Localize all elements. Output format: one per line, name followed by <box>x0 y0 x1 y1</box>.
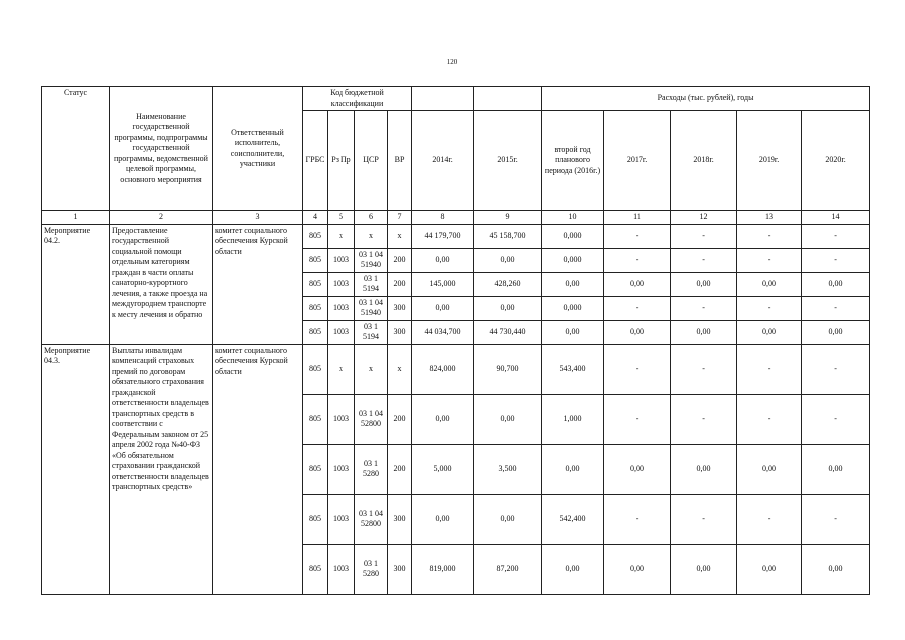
table-row <box>42 224 870 248</box>
grbs-cell: 805 <box>303 272 328 296</box>
value-2018-cell: 0,00 <box>671 544 737 594</box>
value-2014-cell: 0,00 <box>412 394 474 444</box>
header-2020: 2020г. <box>802 111 870 211</box>
header-responsible: Ответственный исполнитель, соисполнители, участники <box>213 87 303 211</box>
csr-cell: 03 1 04 52800 <box>355 394 388 444</box>
value-2015-cell: 87,200 <box>474 544 542 594</box>
vr-cell: x <box>388 224 412 248</box>
header-2017: 2017г. <box>604 111 671 211</box>
value-2016-cell: 0,000 <box>542 296 604 320</box>
col-number: 4 <box>303 211 328 225</box>
vr-cell: 200 <box>388 394 412 444</box>
value-2020-cell: 0,00 <box>802 544 870 594</box>
value-2020-cell: - <box>802 344 870 394</box>
value-2015-cell: 428,260 <box>474 272 542 296</box>
col-number: 2 <box>110 211 213 225</box>
vr-cell: x <box>388 344 412 394</box>
csr-cell: 03 1 04 52800 <box>355 494 388 544</box>
header-name: Наименование государственной программы, подпрограммы государственной программы, ведомственной целевой программы, основного мероприятия <box>110 87 213 211</box>
vr-cell: 300 <box>388 320 412 344</box>
responsible-cell: комитет социального обеспечения Курской области <box>213 224 303 344</box>
csr-cell: 03 1 04 51940 <box>355 296 388 320</box>
responsible-cell: комитет социального обеспечения Курской области <box>213 344 303 594</box>
grbs-cell: 805 <box>303 544 328 594</box>
value-2018-cell: - <box>671 394 737 444</box>
value-2019-cell: 0,00 <box>737 444 802 494</box>
value-2017-cell: - <box>604 344 671 394</box>
value-2014-cell: 145,000 <box>412 272 474 296</box>
name-cell: Предоставление государственной социальной помощи отдельным категориям граждан в части оплаты санаторно-курортного лечения, а также проезда на междугороднем транспорте к месту лечения и обратно <box>110 224 213 344</box>
rzpr-cell: 1003 <box>328 394 355 444</box>
vr-cell: 200 <box>388 444 412 494</box>
header-expenses: Расходы (тыс. рублей), годы <box>542 87 870 111</box>
col-number: 7 <box>388 211 412 225</box>
value-2016-cell: 0,000 <box>542 224 604 248</box>
value-2014-cell: 824,000 <box>412 344 474 394</box>
value-2014-cell: 0,00 <box>412 296 474 320</box>
grbs-cell: 805 <box>303 320 328 344</box>
value-2014-cell: 5,000 <box>412 444 474 494</box>
value-2020-cell: - <box>802 494 870 544</box>
value-2020-cell: - <box>802 248 870 272</box>
value-2014-cell: 0,00 <box>412 248 474 272</box>
name-cell: Выплаты инвалидам компенсаций страховых премий по договорам обязательного страхования гражданской ответственности владельцев транспортных средств в соответствии с Федеральным законом от 25 апреля 2002 года №40-ФЗ «Об обязательном страховании гражданской ответственности владельцев транспортных средств» <box>110 344 213 594</box>
value-2016-cell: 0,000 <box>542 248 604 272</box>
value-2019-cell: 0,00 <box>737 320 802 344</box>
col-number: 14 <box>802 211 870 225</box>
column-number-row <box>42 211 870 225</box>
value-2020-cell: 0,00 <box>802 320 870 344</box>
value-2019-cell: - <box>737 296 802 320</box>
grbs-cell: 805 <box>303 224 328 248</box>
header-rzpr: Рз Пр <box>328 111 355 211</box>
value-2017-cell: - <box>604 224 671 248</box>
vr-cell: 300 <box>388 296 412 320</box>
col-number: 11 <box>604 211 671 225</box>
value-2015-cell: 90,700 <box>474 344 542 394</box>
header-vr: ВР <box>388 111 412 211</box>
value-2016-cell: 0,00 <box>542 444 604 494</box>
table-row <box>42 344 870 394</box>
header-2016: второй год планового периода (2016г.) <box>542 111 604 211</box>
rzpr-cell: 1003 <box>328 444 355 494</box>
csr-cell: x <box>355 224 388 248</box>
value-2015-cell: 0,00 <box>474 296 542 320</box>
rzpr-cell: 1003 <box>328 272 355 296</box>
grbs-cell: 805 <box>303 444 328 494</box>
rzpr-cell: 1003 <box>328 320 355 344</box>
value-2018-cell: - <box>671 248 737 272</box>
value-2019-cell: 0,00 <box>737 544 802 594</box>
value-2018-cell: 0,00 <box>671 444 737 494</box>
value-2017-cell: - <box>604 394 671 444</box>
col-number: 10 <box>542 211 604 225</box>
value-2016-cell: 0,00 <box>542 272 604 296</box>
csr-cell: 03 1 04 51940 <box>355 248 388 272</box>
value-2015-cell: 0,00 <box>474 394 542 444</box>
csr-cell: 03 1 5194 <box>355 320 388 344</box>
value-2015-cell: 0,00 <box>474 494 542 544</box>
value-2020-cell: - <box>802 224 870 248</box>
value-2020-cell: 0,00 <box>802 272 870 296</box>
col-number: 3 <box>213 211 303 225</box>
budget-table <box>41 86 870 595</box>
grbs-cell: 805 <box>303 494 328 544</box>
page-number: 120 <box>446 58 458 66</box>
grbs-cell: 805 <box>303 296 328 320</box>
value-2015-cell: 44 730,440 <box>474 320 542 344</box>
header-2015: 2015г. <box>474 111 542 211</box>
status-cell: Мероприятие 04.2. <box>42 224 110 344</box>
value-2018-cell: - <box>671 224 737 248</box>
rzpr-cell: 1003 <box>328 248 355 272</box>
value-2019-cell: - <box>737 494 802 544</box>
grbs-cell: 805 <box>303 394 328 444</box>
value-2017-cell: 0,00 <box>604 544 671 594</box>
vr-cell: 200 <box>388 272 412 296</box>
value-2016-cell: 0,00 <box>542 544 604 594</box>
value-2016-cell: 543,400 <box>542 344 604 394</box>
header-2018: 2018г. <box>671 111 737 211</box>
value-2019-cell: - <box>737 248 802 272</box>
value-2014-cell: 0,00 <box>412 494 474 544</box>
csr-cell: 03 1 5194 <box>355 272 388 296</box>
value-2018-cell: - <box>671 296 737 320</box>
value-2020-cell: - <box>802 394 870 444</box>
status-cell: Мероприятие 04.3. <box>42 344 110 594</box>
value-2016-cell: 1,000 <box>542 394 604 444</box>
header-blank-1 <box>412 87 474 111</box>
grbs-cell: 805 <box>303 248 328 272</box>
value-2018-cell: 0,00 <box>671 272 737 296</box>
header-status: Статус <box>42 87 110 211</box>
value-2019-cell: - <box>737 394 802 444</box>
value-2018-cell: - <box>671 344 737 394</box>
header-budget-code: Код бюджетной классификации <box>303 87 412 111</box>
header-2014: 2014г. <box>412 111 474 211</box>
value-2018-cell: - <box>671 494 737 544</box>
value-2014-cell: 819,000 <box>412 544 474 594</box>
value-2015-cell: 0,00 <box>474 248 542 272</box>
rzpr-cell: 1003 <box>328 544 355 594</box>
rzpr-cell: 1003 <box>328 296 355 320</box>
value-2019-cell: - <box>737 344 802 394</box>
value-2019-cell: 0,00 <box>737 272 802 296</box>
csr-cell: 03 1 5280 <box>355 544 388 594</box>
col-number: 8 <box>412 211 474 225</box>
value-2015-cell: 45 158,700 <box>474 224 542 248</box>
table-body <box>42 224 870 594</box>
header-blank-2 <box>474 87 542 111</box>
table-header <box>42 87 870 225</box>
value-2017-cell: 0,00 <box>604 272 671 296</box>
value-2016-cell: 542,400 <box>542 494 604 544</box>
header-csr: ЦСР <box>355 111 388 211</box>
col-number: 6 <box>355 211 388 225</box>
rzpr-cell: x <box>328 344 355 394</box>
value-2014-cell: 44 179,700 <box>412 224 474 248</box>
value-2017-cell: 0,00 <box>604 320 671 344</box>
rzpr-cell: 1003 <box>328 494 355 544</box>
value-2020-cell: - <box>802 296 870 320</box>
col-number: 1 <box>42 211 110 225</box>
value-2015-cell: 3,500 <box>474 444 542 494</box>
value-2014-cell: 44 034,700 <box>412 320 474 344</box>
header-2019: 2019г. <box>737 111 802 211</box>
csr-cell: x <box>355 344 388 394</box>
value-2017-cell: - <box>604 494 671 544</box>
value-2018-cell: 0,00 <box>671 320 737 344</box>
col-number: 12 <box>671 211 737 225</box>
vr-cell: 200 <box>388 248 412 272</box>
value-2017-cell: 0,00 <box>604 444 671 494</box>
header-grbs: ГРБС <box>303 111 328 211</box>
value-2017-cell: - <box>604 296 671 320</box>
value-2016-cell: 0,00 <box>542 320 604 344</box>
vr-cell: 300 <box>388 544 412 594</box>
vr-cell: 300 <box>388 494 412 544</box>
grbs-cell: 805 <box>303 344 328 394</box>
value-2019-cell: - <box>737 224 802 248</box>
value-2017-cell: - <box>604 248 671 272</box>
csr-cell: 03 1 5280 <box>355 444 388 494</box>
value-2020-cell: 0,00 <box>802 444 870 494</box>
col-number: 9 <box>474 211 542 225</box>
col-number: 5 <box>328 211 355 225</box>
col-number: 13 <box>737 211 802 225</box>
rzpr-cell: x <box>328 224 355 248</box>
